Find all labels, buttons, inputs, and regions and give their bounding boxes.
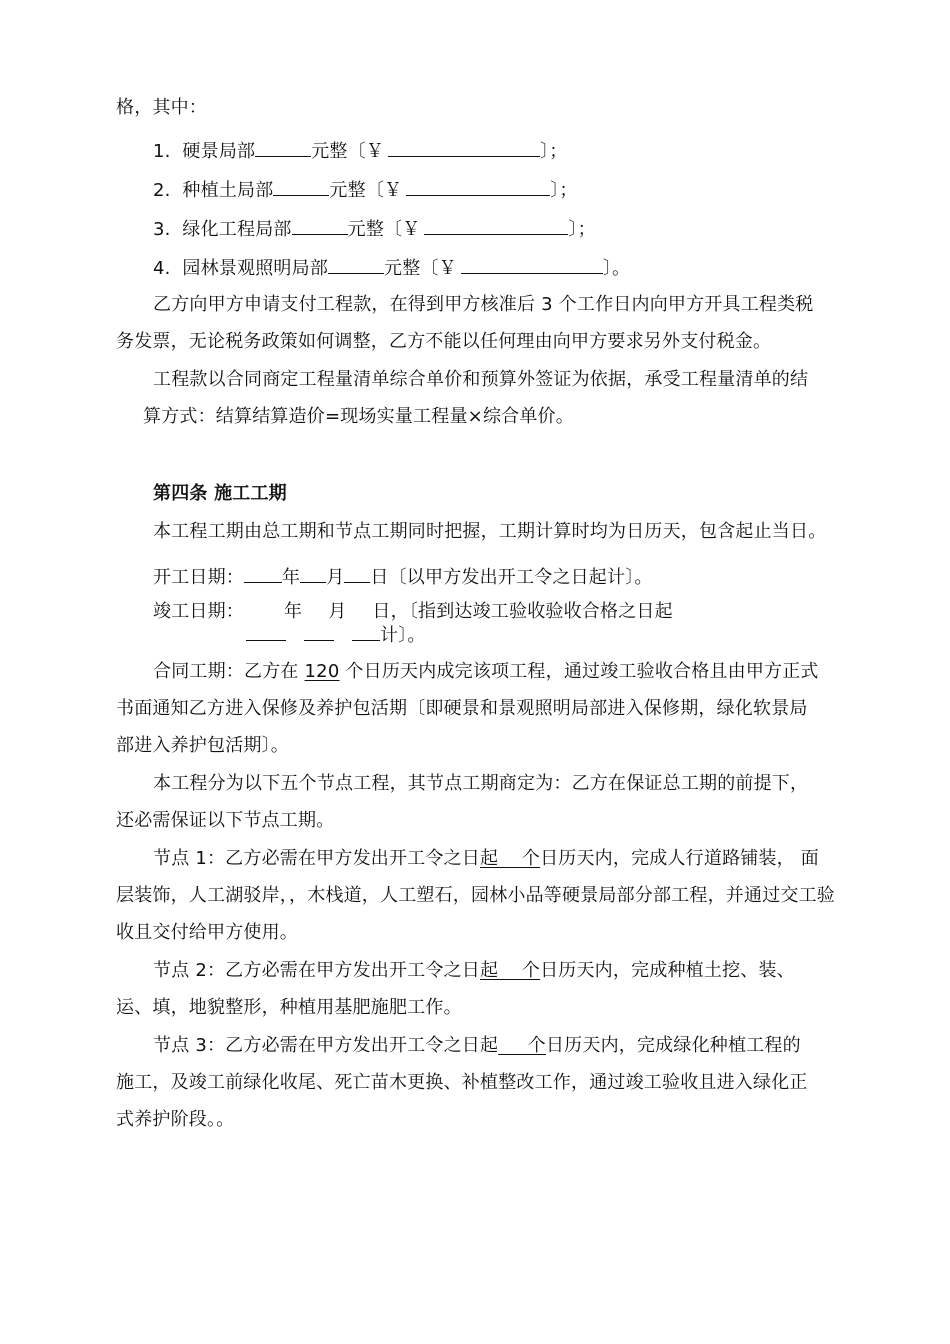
payment-line-2: 务发票，无论税务政策如何调整，乙方不能以任何理由向甲方要求另外支付税金。	[116, 331, 772, 352]
paragraph-intro: 格，其中：	[116, 97, 207, 118]
end-date-line: 竣工日期： 年 月 日，〔指到达竣工验收验收合格之日起	[153, 601, 673, 622]
nodes-intro-line-2: 还必需保证以下节点工期。	[116, 810, 335, 831]
blank-field	[273, 175, 329, 196]
item-label: 硬景局部	[182, 141, 256, 162]
contract-line-3: 部进入养护包活期〕。	[116, 735, 289, 756]
blank-field	[406, 175, 550, 196]
nodes-intro-line-1: 本工程分为以下五个节点工程，其节点工期商定为：乙方在保证总工期的前提下，	[153, 773, 809, 794]
contract-line-1: 合同工期：乙方在 120 个日历天内成完该项工程，通过竣工验收合格且由甲方正式	[153, 661, 819, 682]
payment-line-1: 乙方向甲方申请支付工程款，在得到甲方核准后 3 个工作日内向甲方开具工程类税	[153, 294, 814, 315]
period-intro: 本工程工期由总工期和节点工期同时把握，工期计算时均为日历天，包含起止当日。	[153, 521, 827, 542]
basis-line-1: 工程款以合同商定工程量清单综合单价和预算外签证为依据，承受工程量清单的结	[153, 369, 809, 390]
item-label: 绿化工程局部	[182, 219, 292, 240]
price-item-4: 4. 园林景观照明局部 元整〔￥ 〕。	[153, 253, 630, 281]
end-month-field	[304, 622, 334, 641]
basis-line-2: 算方式：结算结算造价=现场实量工程量×综合单价。	[143, 406, 574, 427]
start-year-field	[244, 562, 282, 583]
blank-field	[424, 214, 568, 235]
start-day-field	[344, 562, 370, 583]
blank-field	[255, 136, 311, 157]
blank-field	[328, 253, 384, 274]
node3-line-3: 式养护阶段。。	[116, 1109, 235, 1130]
blank-field	[461, 253, 603, 274]
node2-line-2: 运、填，地貌整形，种植用基肥施肥工作。	[116, 997, 462, 1018]
item-label: 种植土局部	[182, 180, 274, 201]
node1-line-2: 层装饰，人工湖驳岸，，木栈道，人工塑石，园林小品等硬景局部分部工程，并通过交工验	[116, 885, 835, 906]
start-month-field	[300, 562, 326, 583]
node3-line-1: 节点 3：乙方必需在甲方发出开工令之日起 个日历天内，完成绿化种植工程的	[153, 1035, 801, 1056]
blank-field	[292, 214, 348, 235]
price-item-3: 3. 绿化工程局部 元整〔￥ 〕；	[153, 214, 596, 242]
price-item-2: 2. 种植土局部 元整〔￥ 〕；	[153, 175, 578, 203]
contract-line-2: 书面通知乙方进入保修及养护包活期〔即硬景和景观照明局部进入保修期，绿化软景局	[116, 698, 808, 719]
node3-line-2: 施工，及竣工前绿化收尾、死亡苗木更换、补植整改工作，通过竣工验收且进入绿化正	[116, 1072, 808, 1093]
node2-line-1: 节点 2：乙方必需在甲方发出开工令之日起 个日历天内，完成种植土挖、装、	[153, 960, 795, 981]
end-date-line-2: 计〕。	[246, 622, 426, 648]
item-label: 园林景观照明局部	[182, 258, 329, 279]
blank-field	[388, 136, 540, 157]
price-item-1: 1. 硬景局部 元整〔￥ 〕；	[153, 136, 567, 164]
node1-line-1: 节点 1：乙方必需在甲方发出开工令之日起 个日历天内，完成人行道路铺装， 面	[153, 848, 819, 869]
node1-line-3: 收且交付给甲方使用。	[116, 922, 298, 943]
contract-days: 120	[304, 661, 340, 682]
end-year-field	[246, 622, 286, 641]
section-heading: 第四条 施工工期	[153, 483, 287, 504]
end-day-field	[352, 622, 380, 641]
start-date-line: 开工日期： 年 月 日〔以甲方发出开工令之日起计〕。	[153, 562, 653, 590]
